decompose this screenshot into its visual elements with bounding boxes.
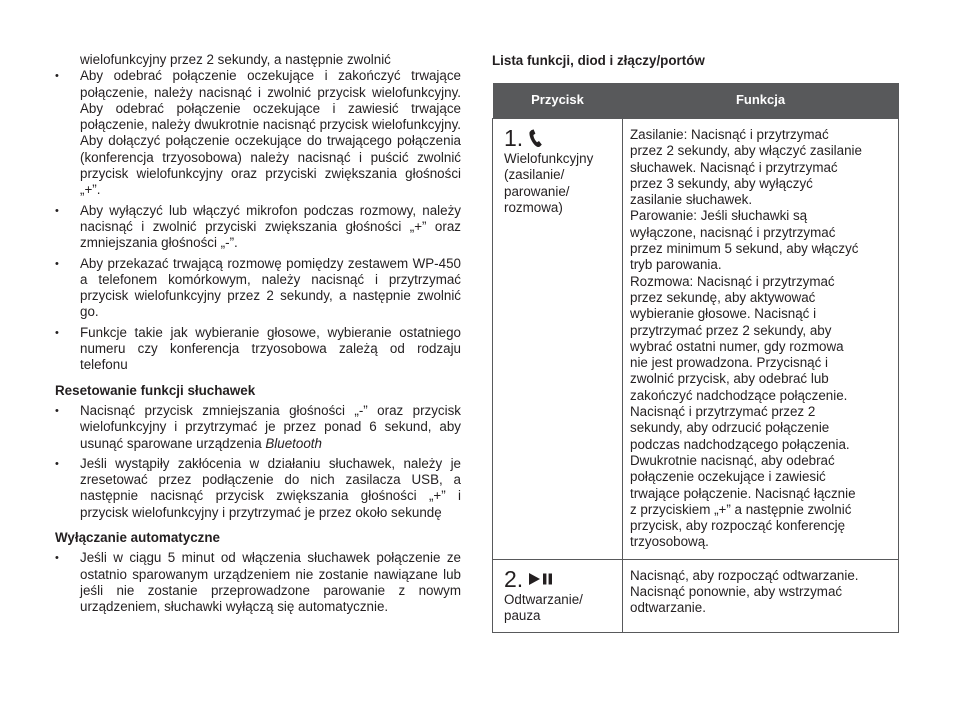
button-label: Wielofunkcyjny (zasilanie/ parowanie/ rozmowa) [504, 151, 594, 215]
button-number: 2. [504, 565, 524, 592]
section-title: Lista funkcji, diod i złączy/portów [492, 53, 705, 68]
list-item: • Aby odebrać połączenie oczekujące i zakończyć trwające połączenie, należy nacisnąć i zwolnić przycisk wielofunkcyjny. Aby odebrać połączenie oczekujące i zawiesić trwające połączenie, należy dwukrotnie nacisnąć przycisk wielofunkcyjny. Aby dołączyć połączenie oczekujące do trwającego połączenia (konferencja trzyosobowa) należy nacisnąć i puścić zwolnić przycisk wielofunkcyjny oraz przyciski zwiększania głośności „+”. [55, 68, 461, 198]
auto-off-bullet-list [55, 550, 461, 615]
function-table [492, 83, 899, 633]
list-item [55, 403, 461, 452]
table-header-row [493, 83, 899, 119]
bluetooth-word: Bluetooth [265, 435, 322, 451]
phone-icon [528, 129, 543, 148]
left-column [55, 52, 461, 620]
list-item: • Funkcje takie jak wybieranie głosowe, wybieranie ostatniego numeru czy konferencja trzyosobowa zależą od rodzaju telefonu [55, 325, 461, 374]
list-item: • Jeśli w ciągu 5 minut od włączenia słuchawek połączenie ze ostatnio sparowanym urządzeniem nie zostanie nawiązane lub jeśli nie zostanie przeprowadzone parowanie z nowym urządzeniem, słuchawki wyłączą się automatycznie. [55, 550, 461, 615]
button-number: 1. [504, 125, 524, 151]
column-header-button: Przycisk [493, 83, 623, 119]
function-cell: Zasilanie: Nacisnąć i przytrzymać przez 2 sekundy, aby włączyć zasilanie słuchawek. Nacisnąć i przytrzymać przez 3 sekundy, aby wyłączyć zasilanie słuchawek. Parowanie: Jeśli słuchawki są wyłączone, nacisnąć i przytrzymać przez minimum 5 sekund, aby włączyć tryb parowania. Rozmowa: Nacisnąć i przytrzymać przez sekundę, aby aktywować wybieranie głosowe. Nacisnąć i przytrzymać przez 2 sekundy, aby wybrać ostatni numer, gdy rozmowa nie jest prowadzona. Przycisnąć i zwolnić przycisk, aby odebrać lub zakończyć nadchodzące połączenie. Nacisnąć i przytrzymać przez 2 sekundy, aby odrzucić połączenie podczas nadchodzącego połączenia. Dwukrotnie nacisnąć, aby odebrać połączenie oczekujące i zawiesić trwające połączenie. Nacisnąć łącznie z przyciskiem „+” a następnie zwolnić przycisk, aby rozpocząć konferencję trzyosobową. [623, 119, 899, 560]
table-row [493, 559, 899, 633]
auto-off-heading: Wyłączanie automatyczne [55, 530, 220, 546]
button-number-line [504, 125, 616, 151]
button-cell [493, 559, 623, 633]
button-label: Odtwarzanie/ pauza [504, 591, 583, 624]
reset-bullet-text: Nacisnąć przycisk zmniejszania głośności „-” oraz przycisk wielofunkcyjny i przytrzymać je przez ponad 6 sekund, aby usunąć sparowane urządzenia [80, 402, 461, 451]
column-header-function: Funkcja [623, 83, 899, 119]
call-bullet-list [55, 68, 461, 373]
button-number-line [504, 566, 616, 592]
intro-line: wielofunkcyjny przez 2 sekundy, a następnie zwolnić [80, 52, 391, 67]
function-cell: Nacisnąć, aby rozpocząć odtwarzanie. Nacisnąć ponownie, aby wstrzymać odtwarzanie. [623, 559, 899, 633]
list-item: • Jeśli wystąpiły zakłócenia w działaniu słuchawek, należy je zresetować przez podłączenie do nich zasilacza USB, a następnie nacisnąć przycisk zwiększania głośności „+” i przycisk wielofunkcyjny i przytrzymać je przez około sekundę [55, 456, 461, 521]
list-item: • Aby przekazać trwającą rozmowę pomiędzy zestawem WP-450 a telefonem komórkowym, należy nacisnąć i przytrzymać przycisk wielofunkcyjny przez 2 sekundy, a następnie zwolnić go. [55, 256, 461, 321]
button-cell [493, 119, 623, 560]
right-column [492, 52, 899, 624]
table-row [493, 119, 899, 560]
reset-bullet-list [55, 403, 461, 521]
list-item: • Aby wyłączyć lub włączyć mikrofon podczas rozmowy, należy nacisnąć i zwolnić przyciski zwiększania głośności „+” oraz zmniejszania głośności „-”. [55, 203, 461, 252]
reset-heading: Resetowanie funkcji słuchawek [55, 382, 256, 398]
play-pause-icon [528, 572, 554, 586]
